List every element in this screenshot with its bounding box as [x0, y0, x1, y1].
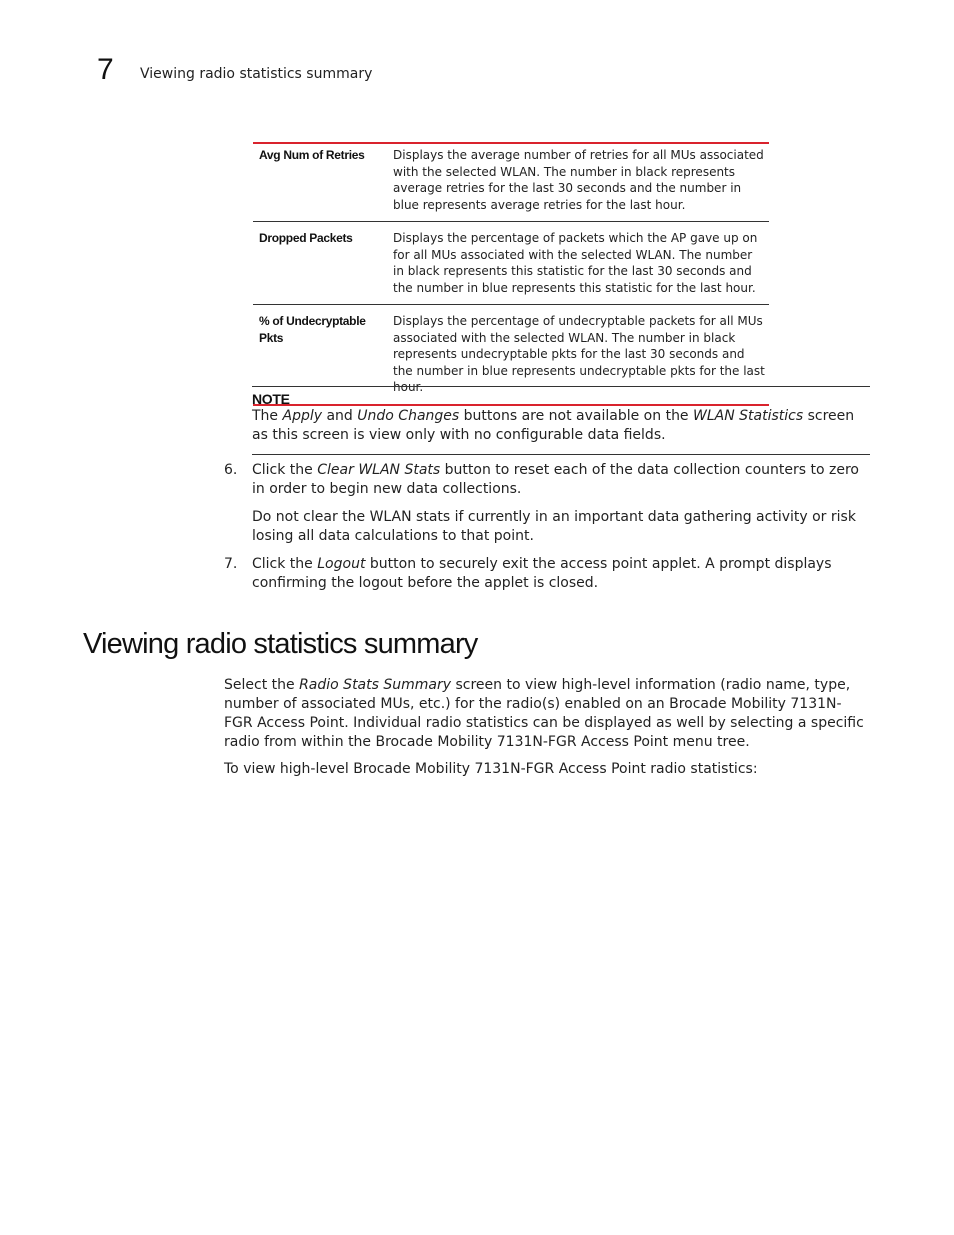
running-header-title: Viewing radio statistics summary	[140, 66, 373, 82]
note-title: NOTE	[252, 391, 290, 407]
definition-description: Displays the percentage of packets which the AP gave up on for all MUs associated with the selected WLAN. The number in black represents this statistic for the last 30 seconds and the number in blue represents this statistic for the last hour.	[393, 231, 758, 295]
step-number: 6.	[224, 462, 238, 478]
note-text-part: and	[322, 408, 358, 424]
section-paragraph-2: To view high-level Brocade Mobility 7131N-FGR Access Point radio statistics:	[224, 761, 758, 777]
table-row	[253, 221, 769, 304]
note-text-part: The	[252, 408, 283, 424]
step-emphasis-clear-wlan-stats: Clear WLAN Stats	[317, 462, 441, 478]
note-emphasis-apply: Apply	[282, 408, 323, 424]
paragraph-text-part: screen to view high-level information (radio name, type, number of associated MUs, etc.) for the radio(s) enabled on an Brocade Mobility 7131N-FGR Access Point. Individual radio statistics can be displayed as well by selecting a specific radio from within the Brocade Mobility 7131N-FGR Access Point menu tree.	[224, 677, 864, 750]
step-extra-text: Do not clear the WLAN stats if currently in an important data gathering activity or risk losing all data calculations to that point.	[252, 509, 856, 544]
section-heading: Viewing radio statistics summary	[83, 628, 478, 660]
step-emphasis-logout: Logout	[317, 556, 366, 572]
chapter-number: 7	[97, 53, 114, 86]
step-text-part: Click the	[252, 462, 318, 478]
note-emphasis-wlan-statistics: WLAN Statistics	[693, 408, 804, 424]
step-text-part: Click the	[252, 556, 318, 572]
definition-table	[253, 142, 769, 406]
definition-description: Displays the average number of retries for all MUs associated with the selected WLAN. The number in black represents average retries for the last 30 seconds and the number in blue represents average retries for the last hour.	[393, 148, 764, 212]
note-text-part: screen as this screen is view only with no configurable data fields.	[252, 408, 855, 443]
note-box	[252, 386, 870, 455]
step-7	[224, 555, 870, 593]
step-text-part: button to reset each of the data collection counters to zero in order to begin new data collections.	[252, 462, 859, 497]
definition-term: Avg Num of Retries	[259, 148, 365, 162]
definition-description: Displays the percentage of undecryptable packets for all MUs associated with the selected WLAN. The number in black represents undecryptable pkts for the last 30 seconds and the number in blue represents undecryptable pkts for the last hour.	[393, 314, 765, 394]
step-6	[224, 461, 870, 546]
paragraph-text-part: Select the	[224, 677, 300, 693]
definition-term: % of Undecryptable Pkts	[259, 314, 366, 345]
table-row	[253, 144, 769, 221]
step-text	[252, 461, 870, 499]
paragraph-emphasis-radio-stats-summary: Radio Stats Summary	[299, 677, 452, 693]
step-text-part: button to securely exit the access point applet. A prompt displays confirming the logout before the applet is closed.	[252, 556, 832, 591]
step-text	[252, 555, 870, 593]
section-paragraph-1	[224, 676, 870, 752]
note-emphasis-undo-changes: Undo Changes	[357, 408, 460, 424]
definition-term: Dropped Packets	[259, 231, 353, 245]
note-text-part: buttons are not available on the	[459, 408, 693, 424]
note-text	[252, 407, 870, 445]
step-number: 7.	[224, 556, 238, 572]
